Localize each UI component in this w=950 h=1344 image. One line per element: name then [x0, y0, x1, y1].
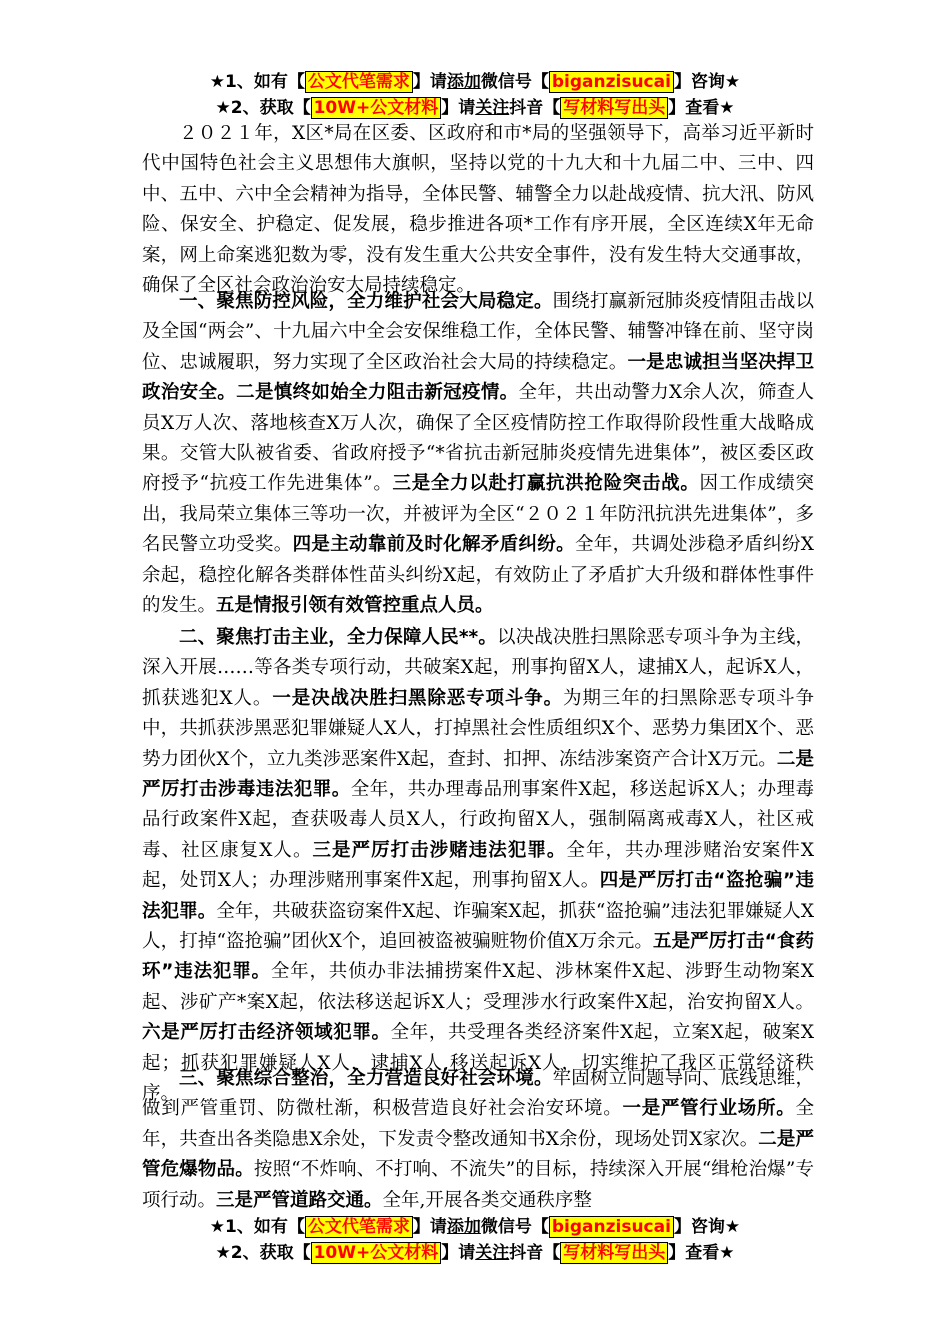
intro-paragraph	[142, 119, 814, 301]
banner-text: 】请	[412, 72, 447, 92]
underlined-text: 添加	[446, 72, 481, 92]
banner-text: 微信号【	[480, 1217, 549, 1237]
paragraph-text: 全年，共侦办非法捕捞案件X起、涉林案件X起、涉野生动物案X起、涉矿产*案X起，依法移送起诉X人；受理涉水行政案件X起，治安拘留X人。	[142, 961, 814, 1013]
paragraph-text: 全年，共办理涉赌治安案件X起，处罚X人；办理涉赌刑事案件X起，刑事拘留X人。	[142, 839, 814, 892]
highlight-tag: 写材料写出头	[560, 97, 668, 119]
paragraph-text: 全年，共调处涉稳矛盾纠纷X余起，稳控化解各类群体性苗头纠纷X起，有效防止了矛盾扩大升级和群体性事件的发生。	[142, 534, 814, 617]
bold-point: 四是主动靠前及时化解矛盾纠纷。	[292, 534, 575, 556]
paragraph-text: 围绕打赢新冠肺炎疫情阻击战以及全国“两会”、十九届六中全会安保维稳工作，全体民警、辅警冲锋在前、坚守岗位、忠诚履职，努力实现了全区政治社会大局的持续稳定。	[142, 291, 814, 373]
bold-point: 五是情报引领有效管控重点人员。	[216, 595, 494, 617]
highlight-tag: 写材料写出头	[560, 1242, 668, 1264]
highlight-tag: 10W+公文材料	[311, 1242, 442, 1264]
banner-text: 】请	[441, 98, 476, 118]
highlight-tag: 公文代笔需求	[305, 1216, 413, 1238]
banner-line-1	[0, 69, 950, 95]
banner-text: 微信号【	[480, 72, 549, 92]
banner-text: ★1、如有【	[209, 1217, 305, 1237]
banner-text: 】咨询★	[673, 1217, 741, 1237]
paragraph-text: ２０２１年，X区*局在区委、区政府和市*局的坚强领导下，高举习近平新时代中国特色社会主义思想伟大旗帜，坚持以党的十九大和十九届二中、三中、四中、五中、六中全会精神为指导，全体民警、辅警全力以赴战疫情、抗大汛、防风险、保安全、护稳定、促发展，稳步推进各项*工作有序开展，全区连续X年无命案，网上命案逃犯数为零，没有发生重大公共安全事件，没有发生特大交通事故，确保了全区社会政治治安大局持续稳定。	[142, 123, 814, 297]
section-heading: 二、聚焦打击主业，全力保障人民**。	[179, 627, 497, 648]
underlined-text: 添加	[446, 1217, 481, 1237]
paragraph-text: 全年，共查出各类隐患X余处，下发责令整改通知书X余份，现场处罚X家次。	[142, 1098, 814, 1150]
banner-text: 】查看★	[668, 1243, 735, 1263]
paragraph-text: 为期三年的扫黑除恶专项斗争中，共抓获涉黑恶犯罪嫌疑人X人，打掉黑社会性质组织X个、恶势力集团X个、恶势力团伙X个，立九类涉恶案件X起，查封、扣押、冻结涉案资产合计X万元。	[142, 687, 814, 770]
banner-text: 】请	[412, 1217, 447, 1237]
section-3-paragraph	[142, 1064, 814, 1216]
section-2-paragraph	[142, 623, 814, 1110]
paragraph-text: 全年，共办理毒品刑事案件X起，移送起诉X人；办理毒品行政案件X起，查获吸毒人员X人，行政拘留X人，强制隔离戒毒X人，社区戒毒、社区康复X人。	[142, 779, 814, 861]
banner-text: 抖音【	[509, 1243, 561, 1263]
banner-text: ★2、获取【	[215, 98, 311, 118]
banner-text: 抖音【	[509, 98, 561, 118]
paragraph-text: 牢固树立问题导向、底线思维，做到严管重罚、防微杜渐，积极营造良好社会治安环境。	[142, 1068, 814, 1120]
footer-banner-line-1	[0, 1214, 950, 1240]
banner-text: ★2、获取【	[215, 1243, 311, 1263]
bold-point: 一是忠诚担当坚决捍卫政治安全。二是慎终如始全力阻击新冠疫情。	[142, 351, 814, 404]
highlight-tag: 公文代笔需求	[305, 71, 413, 93]
banner-text: 】咨询★	[673, 72, 741, 92]
banner-text: 】查看★	[668, 98, 735, 118]
banner-text: ★1、如有【	[209, 72, 305, 92]
bold-point: 一是严管行业场所。	[622, 1098, 796, 1120]
banner-line-2	[0, 95, 950, 121]
paragraph-text: 全年,开展各类交通秩序整	[382, 1189, 592, 1211]
bold-point: 三是严管道路交通。	[216, 1189, 383, 1211]
highlight-tag: biganzisucai	[549, 71, 674, 93]
bold-point: 二是严管危爆物品。	[142, 1128, 814, 1181]
bold-point: 五是严厉打击“食药环”违法犯罪。	[142, 931, 814, 983]
paragraph-text: 全年，共破获盗窃案件X起、诈骗案X起，抓获“盗抢骗”违法犯罪嫌疑人X人，打掉“盗抢骗”团伙X个，追回被盗被骗赃物价值X万余元。	[142, 900, 814, 953]
underlined-text: 关注	[475, 98, 510, 118]
bold-point: 三是严厉打击涉赌违法犯罪。	[312, 839, 567, 861]
paragraph-text: 全年，共受理各类经济案件X起，立案X起，破案X起；抓获犯罪嫌疑人X人，逮捕X人,移送起诉X人，切实维护了我区正常经济秩序。	[142, 1022, 814, 1105]
bold-point: 一是决战决胜扫黑除恶专项斗争。	[272, 687, 563, 709]
banner-text: 】请	[441, 1243, 476, 1263]
paragraph-text: 全年，共出动警力X余人次，筛查人员X万人次、落地核查X万人次，确保了全区疫情防控工作取得阶段性重大战略成果。交管大队被省委、省政府授予“*省抗击新冠肺炎疫情先进集体”，被区委区政府授予“抗疫工作先进集体”。	[142, 382, 814, 495]
highlight-tag: biganzisucai	[549, 1216, 674, 1238]
highlight-tag: 10W+公文材料	[311, 97, 442, 119]
section-heading: 三、聚焦综合整治，全力营造良好社会环境。	[179, 1068, 553, 1089]
section-1-paragraph	[142, 287, 814, 621]
bold-point: 四是严厉打击“盗抢骗”违法犯罪。	[142, 870, 814, 922]
bold-point: 二是严厉打击涉毒违法犯罪。	[142, 748, 814, 801]
paragraph-text: 因工作成绩突出，我局荣立集体三等功一次，并被评为全区“２０２１年防汛抗洪先进集体”，多名民警立功受奖。	[142, 473, 814, 556]
section-heading: 一、聚焦防控风险，全力维护社会大局稳定。	[179, 291, 553, 312]
paragraph-text: 按照“不炸响、不打响、不流失”的目标，持续深入开展“缉枪治爆”专项行动。	[142, 1159, 814, 1211]
bold-point: 三是全力以赴打赢抗洪抢险突击战。	[392, 473, 700, 495]
footer-banner-line-2	[0, 1240, 950, 1266]
paragraph-text: 以决战决胜扫黑除恶专项斗争为主线，深入开展……等各类专项行动，共破案X起，刑事拘留X人，逮捕X人，起诉X人，抓获逃犯X人。	[142, 627, 814, 709]
underlined-text: 关注	[475, 1243, 510, 1263]
bold-point: 六是严厉打击经济领域犯罪。	[142, 1022, 391, 1044]
